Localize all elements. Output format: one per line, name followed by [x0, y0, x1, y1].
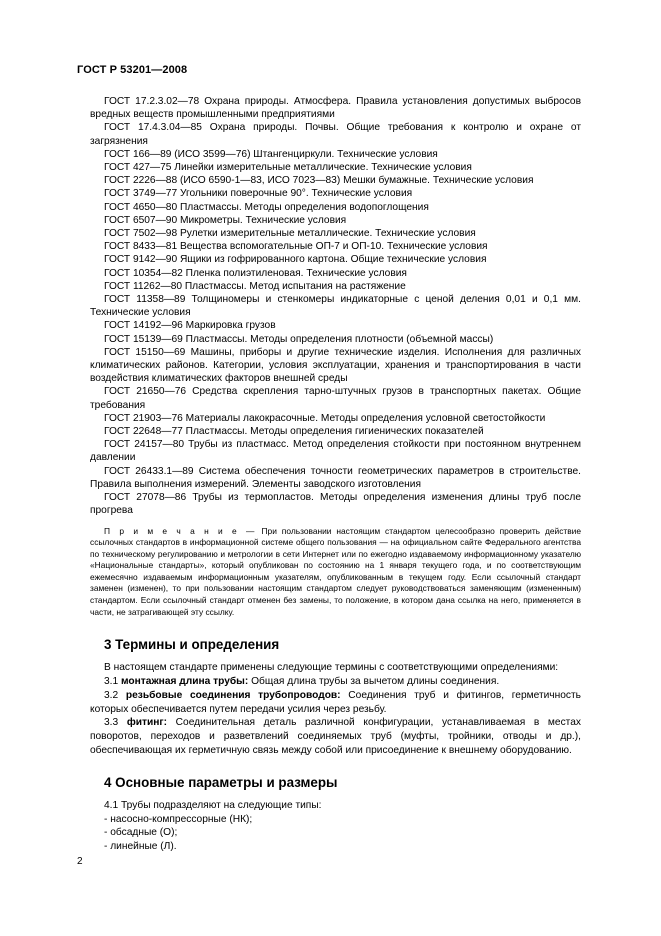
note-text: При пользовании настоящим стандартом целесообразно проверить действие ссылочных стандартов в информационной системе общего пользования — на официальном сайте Федерального агентства по техническому регулированию и метрологии в сети Интернет или по ежегодно издаваемому информационному указателю «Национальные стандарты», который опубликован по состоянию на 1 января текущего года, и по соответствующим ежемесячно издаваемым информационным указателям, опубликованным в текущем году. Если ссылочный стандарт заменен (изменен), то при пользовании настоящим стандартом следует руководствоваться заменяющим (измененным) стандартом. Если ссылочный стандарт отменен без замены, то положение, в котором дана ссылка на него, применяется в части, не затрагивающей эту ссылку. [90, 525, 582, 617]
list-item: - линейные (Л). [104, 841, 177, 853]
reference-item: ГОСТ 2226—88 (ИСО 6590-1—83, ИСО 7023—83) Мешки бумажные. Технические условия [104, 175, 534, 187]
reference-item: ГОСТ 27078—86 Трубы из термопластов. Методы определения изменения длины труб после прогрева [90, 492, 581, 517]
reference-item: ГОСТ 4650—80 Пластмассы. Методы определения водопоглощения [104, 201, 429, 213]
term-3-2 [90, 689, 581, 717]
reference-item: ГОСТ 24157—80 Трубы из пластмасс. Метод определения стойкости при постоянном внутреннем давлении [90, 439, 581, 464]
reference-item: ГОСТ 17.2.3.02—78 Охрана природы. Атмосфера. Правила установления допустимых выбросов вредных веществ промышленными предприятиями [90, 96, 581, 121]
reference-item: ГОСТ 8433—81 Вещества вспомогательные ОП-7 и ОП-10. Технические условия [104, 241, 488, 253]
term-name: монтажная длина трубы: [121, 676, 249, 688]
list-item: - обсадные (О); [104, 827, 178, 839]
term-number: 3.2 [104, 689, 119, 701]
term-name: фитинг: [126, 717, 168, 729]
section-4-intro: 4.1 Трубы подразделяют на следующие типы: [104, 799, 322, 811]
term-3-3 [90, 716, 581, 757]
page-content [90, 95, 581, 854]
references-note [90, 526, 581, 619]
normative-references-list [90, 95, 581, 518]
reference-item: ГОСТ 7502—98 Рулетки измерительные металлические. Технические условия [104, 228, 476, 240]
section-3-heading: 3 Термины и определения [104, 637, 280, 653]
reference-item: ГОСТ 9142—90 Ящики из гофрированного картона. Общие технические условия [104, 254, 487, 266]
term-definition: Соединительная деталь различной конфигурации, устанавливаемая в местах поворотов, переходов и разветвлений соединяемых труб (муфты, тройники, отводы и др.), обеспечивающая их герметичную связь между собой или присоединение к внешнему оборудованию. [90, 717, 581, 757]
term-name: резьбовые соединения трубопроводов: [125, 689, 341, 701]
reference-item: ГОСТ 21903—76 Материалы лакокрасочные. Методы определения условной светостойкости [104, 412, 546, 424]
reference-item: ГОСТ 14192—96 Маркировка грузов [104, 320, 276, 332]
reference-item: ГОСТ 11358—89 Толщиномеры и стенкомеры индикаторные с ценой деления 0,01 и 0,1 мм. Технические условия [90, 294, 581, 319]
reference-item: ГОСТ 15150—69 Машины, приборы и другие технические изделия. Исполнения для различных климатических районов. Категории, условия эксплуатации, хранения и транспортирования в части воздействия климатических факторов внешней среды [90, 346, 581, 385]
reference-item: ГОСТ 11262—80 Пластмассы. Метод испытания на растяжение [104, 280, 406, 292]
reference-item: ГОСТ 427—75 Линейки измерительные металлические. Технические условия [104, 162, 472, 174]
reference-item: ГОСТ 21650—76 Средства скрепления тарно-штучных грузов в транспортных пакетах. Общие требования [90, 386, 581, 411]
document-header: ГОСТ Р 53201—2008 [77, 64, 188, 76]
term-3-1 [90, 675, 581, 689]
term-definition: Соединения труб и фитингов, герметичность которых обеспечивается путем передачи усилия через резьбу. [90, 689, 581, 715]
reference-item: ГОСТ 17.4.3.04—85 Охрана природы. Почвы. Общие требования к контролю и охране от загрязнения [90, 122, 581, 147]
section-4-heading: 4 Основные параметры и размеры [104, 774, 338, 790]
reference-item: ГОСТ 3749—77 Угольники поверочные 90°. Технические условия [104, 188, 413, 200]
note-label: П р и м е ч а н и е — [104, 525, 257, 536]
term-number: 3.3 [104, 717, 119, 729]
reference-item: ГОСТ 10354—82 Пленка полиэтиленовая. Технические условия [104, 267, 407, 279]
page-number: 2 [77, 856, 83, 867]
reference-item: ГОСТ 6507—90 Микрометры. Технические условия [104, 214, 347, 226]
term-definition: Общая длина трубы за вычетом длины соединения. [251, 676, 500, 688]
section-3-intro: В настоящем стандарте применены следующие термины с соответствующими определениями: [104, 662, 559, 674]
reference-item: ГОСТ 22648—77 Пластмассы. Методы определения гигиенических показателей [104, 426, 484, 438]
reference-item: ГОСТ 26433.1—89 Система обеспечения точности геометрических параметров в строительстве. Правила выполнения измерений. Элементы заводского изготовления [90, 465, 581, 490]
list-item: - насосно-компрессорные (НК); [104, 813, 253, 825]
term-number: 3.1 [104, 676, 119, 688]
reference-item: ГОСТ 166—89 (ИСО 3599—76) Штангенциркули. Технические условия [104, 148, 438, 160]
reference-item: ГОСТ 15139—69 Пластмассы. Методы определения плотности (объемной массы) [104, 333, 494, 345]
